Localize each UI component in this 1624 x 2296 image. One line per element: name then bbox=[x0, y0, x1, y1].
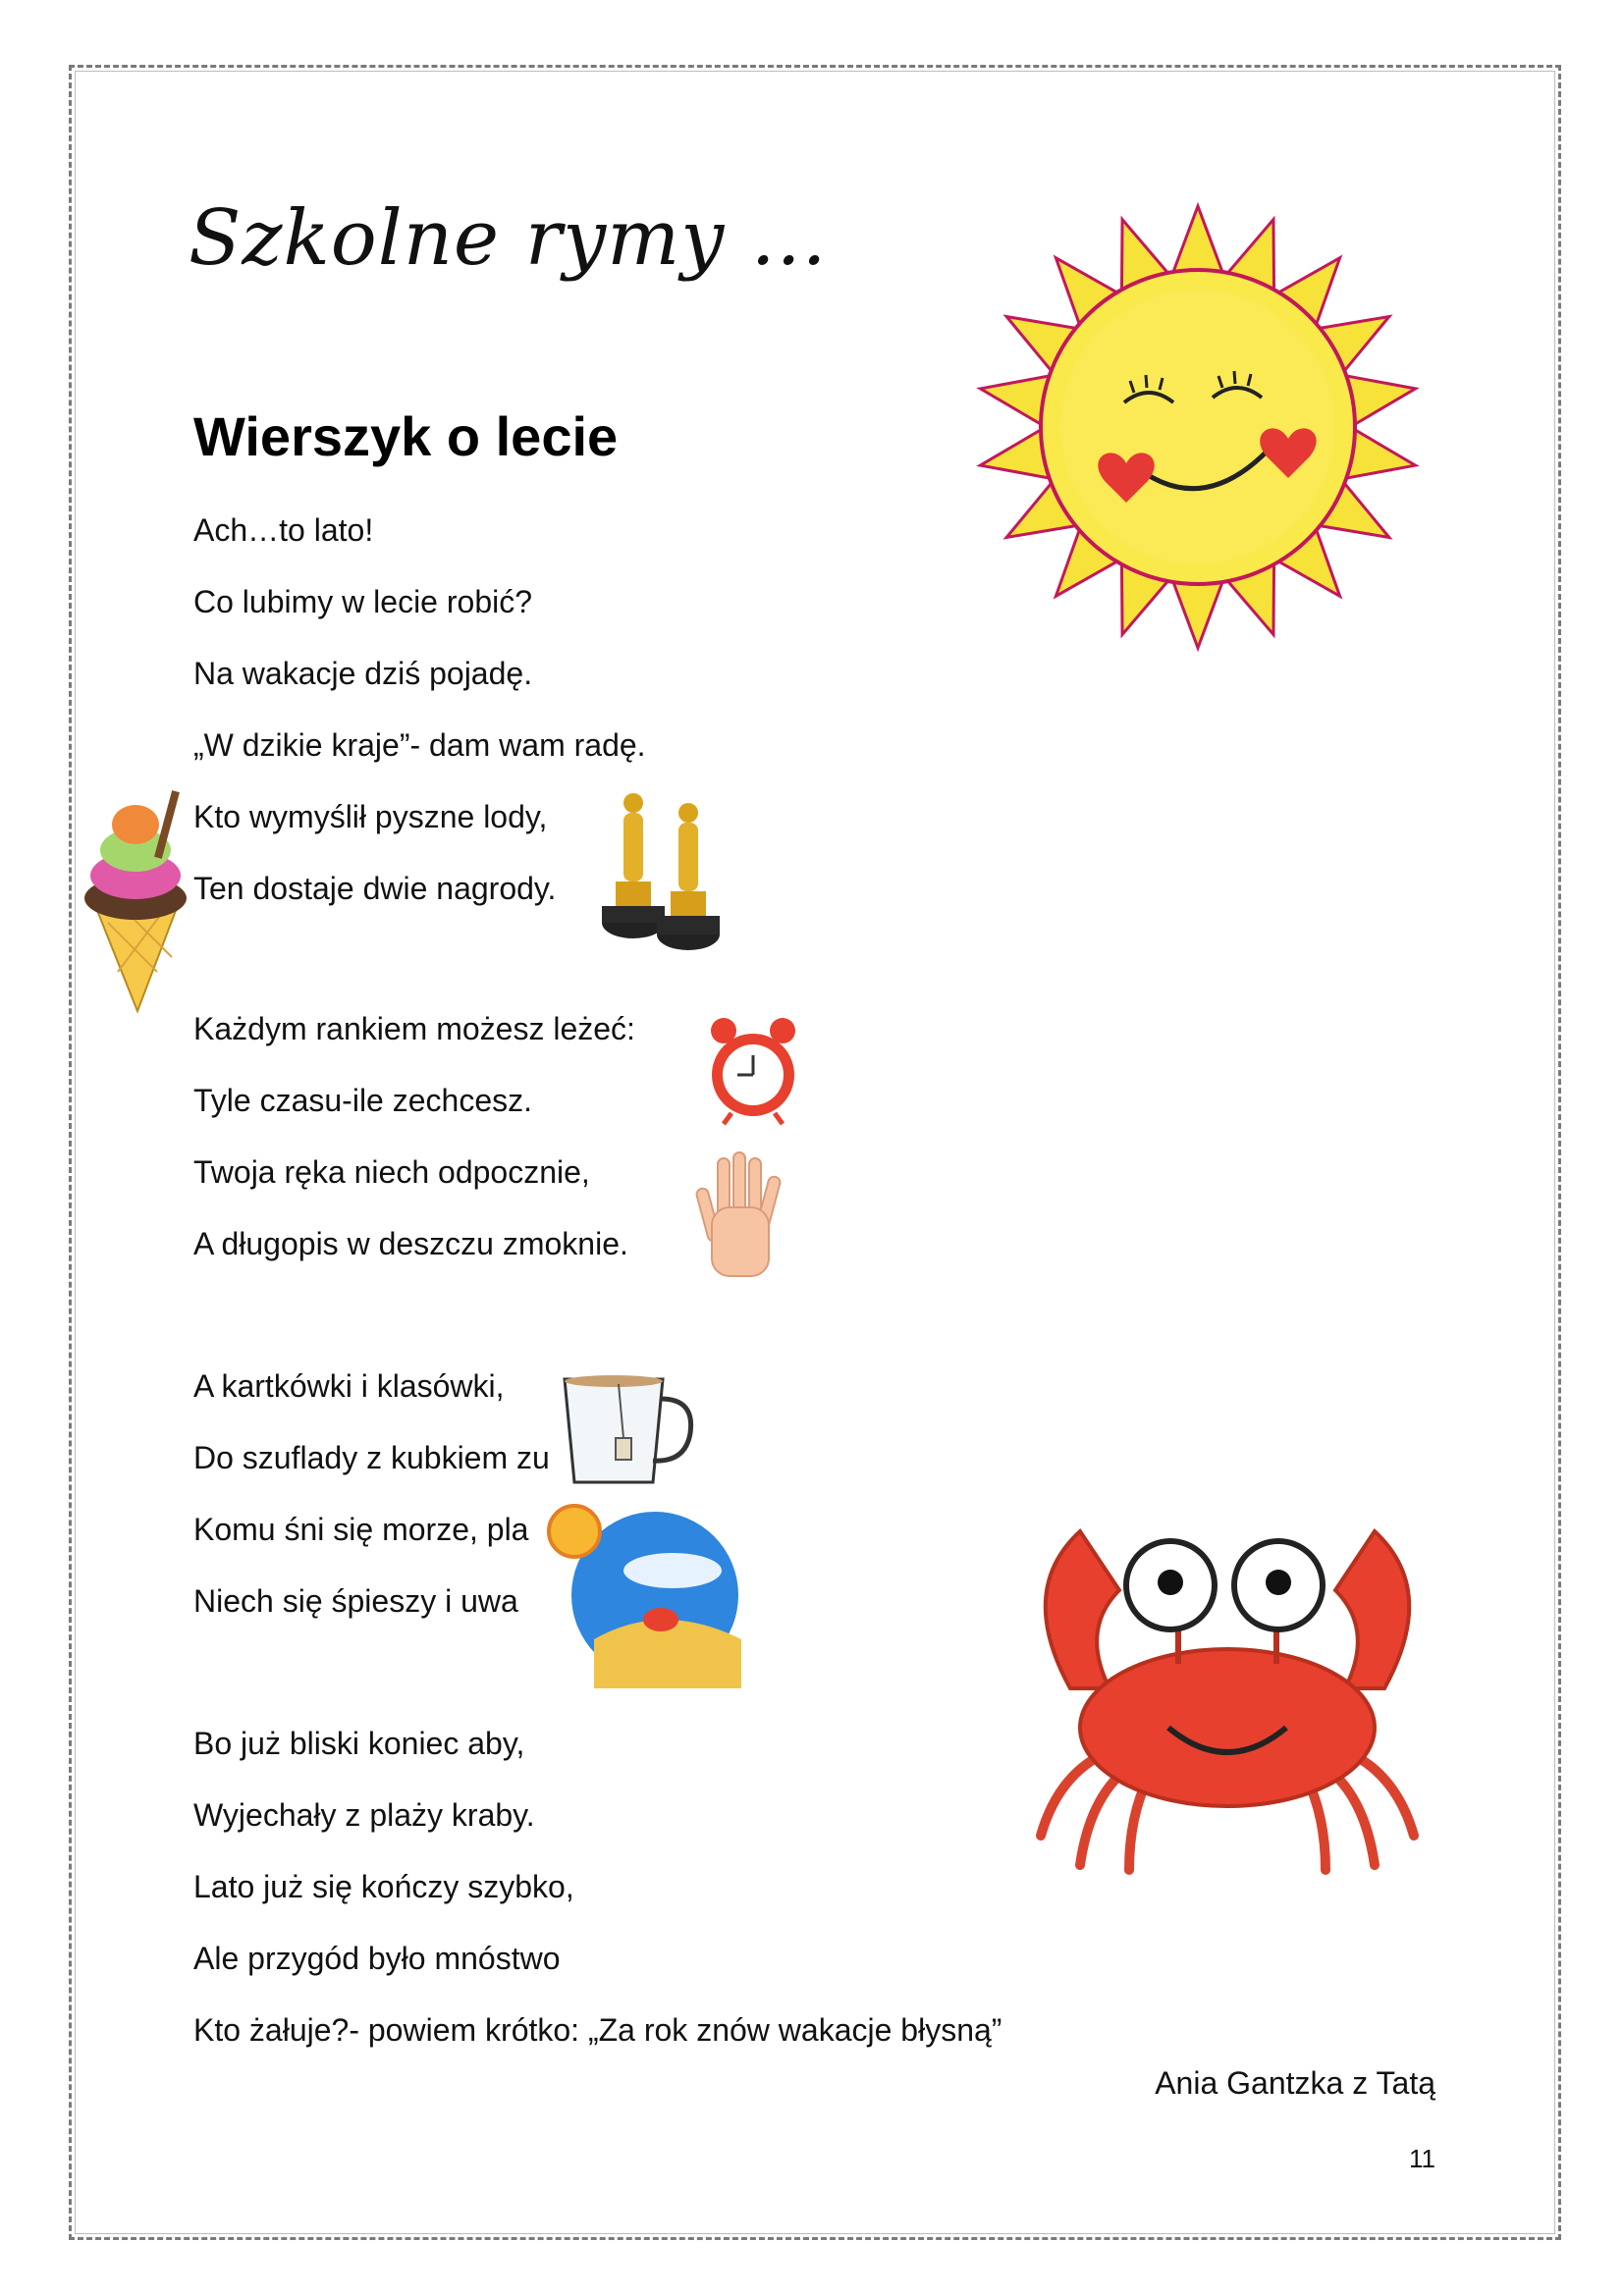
poem-line: Ale przygód było mnóstwo bbox=[193, 1941, 561, 1976]
poem-line: Ach…to lato! bbox=[193, 512, 374, 548]
sun-icon bbox=[967, 196, 1429, 658]
poem-line: Do szuflady z kubkiem zu bbox=[193, 1440, 550, 1475]
poem-line: Kto wymyślił pyszne lody, bbox=[193, 799, 548, 834]
poem-line: Bo już bliski koniec aby, bbox=[193, 1726, 525, 1761]
page-title: Szkolne rymy … bbox=[189, 194, 829, 283]
page-number: 11 bbox=[1409, 2144, 1435, 2173]
poem-line: A długopis w deszczu zmoknie. bbox=[193, 1226, 628, 1261]
beach-icon bbox=[535, 1492, 741, 1688]
trophy-icon bbox=[594, 785, 727, 957]
alarm-clock-icon bbox=[692, 1011, 815, 1129]
poem-line: Tyle czasu-ile zechcesz. bbox=[193, 1083, 533, 1118]
poem-line: Wyjechały z plaży kraby. bbox=[193, 1797, 535, 1833]
ice-cream-icon bbox=[79, 785, 191, 1016]
poem-line: Ten dostaje dwie nagrody. bbox=[193, 871, 557, 906]
poem-line: Twoja ręka niech odpocznie, bbox=[193, 1154, 590, 1190]
poem-line: Komu śni się morze, pla bbox=[193, 1512, 529, 1547]
poem-line: Niech się śpieszy i uwa bbox=[193, 1583, 518, 1619]
poem-line: A kartkówki i klasówki, bbox=[193, 1368, 505, 1404]
mug-icon bbox=[555, 1364, 702, 1492]
poem-heading: Wierszyk o lecie bbox=[193, 405, 619, 467]
poem-line: Na wakacje dziś pojadę. bbox=[193, 656, 533, 691]
crab-icon bbox=[1001, 1492, 1453, 1885]
hand-icon bbox=[692, 1148, 785, 1286]
poem-line: „W dzikie kraje”- dam wam radę. bbox=[193, 727, 646, 763]
poem-line: Każdym rankiem możesz leżeć: bbox=[193, 1011, 635, 1046]
author: Ania Gantzka z Tatą bbox=[1155, 2065, 1435, 2101]
poem-line: Kto żałuje?- powiem krótko: „Za rok znów wakacje błysną” bbox=[193, 2012, 1002, 2048]
poem-line: Lato już się kończy szybko, bbox=[193, 1869, 574, 1904]
poem-line: Co lubimy w lecie robić? bbox=[193, 584, 533, 619]
